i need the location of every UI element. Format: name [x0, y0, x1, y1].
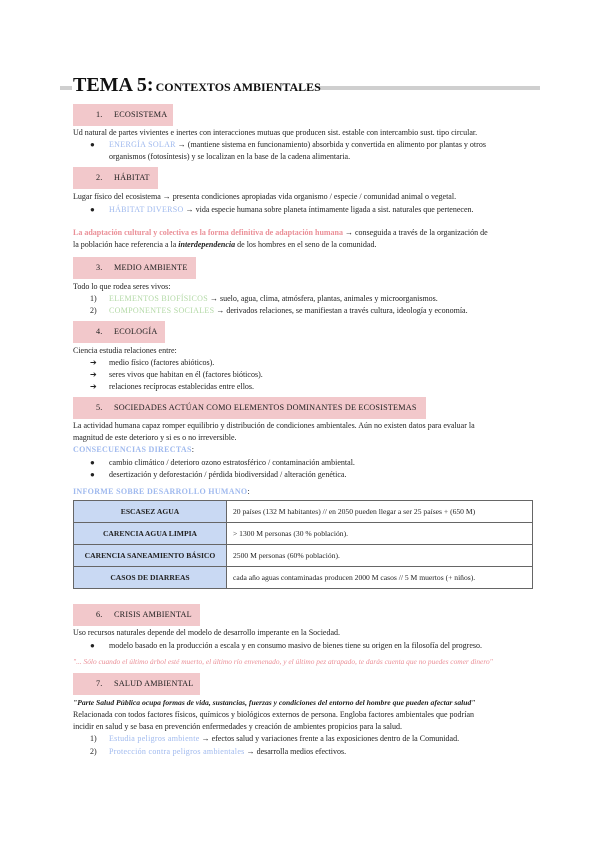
development-table	[73, 500, 533, 589]
subheading: INFORME SOBRE DESARROLLO HUMANO:	[73, 487, 250, 496]
text: 1)	[90, 294, 97, 303]
table-cell: cada año aguas contaminadas producen 2000 M casos // 5 M muertos (+ niños).	[227, 567, 533, 589]
text: relaciones recíprocas establecidas entre ellos.	[109, 382, 255, 391]
text: → desarrolla medios efectivos.	[244, 747, 347, 756]
section-num: 1.	[96, 110, 103, 119]
quote: "... Sólo cuando el último árbol esté muerto, el último río envenenado, y el último pez atrapado, te darás cuenta que no puedes comer dinero"	[73, 657, 493, 666]
paragraph-cont: incidir en salud y se basa en prevención enfermedades y creación de ambientes propicios para la salud.	[73, 722, 402, 731]
list-item	[90, 734, 459, 743]
text: cambio climático / deterioro ozono estratosférico / contaminación ambiental.	[109, 458, 355, 467]
subheading: CONSECUENCIAS DIRECTAS:	[73, 445, 194, 454]
section-label: ECOSISTEMA	[114, 110, 168, 119]
table-row	[74, 545, 533, 567]
text	[178, 240, 235, 249]
list-item	[90, 747, 346, 756]
text: → conseguida a través de la organización de	[343, 228, 488, 237]
arrow-icon: ➔	[90, 382, 97, 391]
text: ●	[90, 140, 95, 149]
keyword: Estudia peligros ambiente	[109, 734, 200, 743]
section-num: 6.	[96, 610, 103, 619]
list-item	[90, 306, 468, 315]
section-label: ECOLOGÍA	[114, 327, 158, 336]
section-label: SOCIEDADES ACTÚAN COMO ELEMENTOS DOMINANTES DE ECOSISTEMAS	[114, 403, 417, 412]
section-num: 2.	[96, 173, 103, 182]
bullet-item	[90, 140, 486, 149]
text: la población hace referencia a la	[73, 240, 179, 249]
table-cell: CARENCIA SANEAMIENTO BÁSICO	[74, 545, 227, 567]
paragraph-adaptation	[73, 228, 488, 237]
emphasis: interdependencia	[178, 240, 236, 249]
text: 2)	[90, 306, 97, 315]
section-label: CRISIS AMBIENTAL	[114, 610, 192, 619]
bullet-item	[90, 458, 355, 467]
list-item	[90, 382, 254, 391]
text: 1)	[90, 734, 97, 743]
section-header-6	[73, 604, 200, 626]
list-item	[90, 294, 438, 303]
arrow-icon: ➔	[90, 358, 97, 367]
text: seres vivos que habitan en él (factores bióticos).	[109, 370, 263, 379]
table-cell: > 1300 M personas (30 % población).	[227, 523, 533, 545]
table-cell: CARENCIA AGUA LIMPIA	[74, 523, 227, 545]
text: desertización y deforestación / pérdida biodiversidad / alteración genética.	[109, 470, 347, 479]
paragraph-cont: magnitud de este deterioro y si es o no irreversible.	[73, 433, 237, 442]
section-header-5	[73, 397, 426, 419]
paragraph: La actividad humana capaz romper equilibrio y distribución de condiciones ambientales. Aún no existen datos para evaluar la	[73, 421, 475, 430]
keyword: ELEMENTOS BIOFÍSICOS	[109, 294, 208, 303]
section-header-1	[73, 104, 173, 126]
bullet-text-cont: organismos (fotosíntesis) y se localizan en la base de la cadena alimentaria.	[109, 152, 351, 161]
title-main: TEMA 5:	[73, 74, 154, 96]
bullet-item	[90, 641, 482, 650]
section-header-3	[73, 257, 196, 279]
text: modelo basado en la producción a escala y en consumo masivo de bienes tiene su origen en la filosofía del progreso.	[109, 641, 482, 650]
table-cell: 20 países (132 M habitantes) // en 2050 pueden llegar a ser 25 países + (650 M)	[227, 501, 533, 523]
section-label: HÁBITAT	[114, 173, 150, 182]
paragraph: Lugar físico del ecosistema → presenta condiciones apropiadas vida organismo / especie / comunidad animal o vegetal.	[73, 192, 457, 201]
text: de los hombres en el seno de la comunidad.	[235, 240, 377, 249]
section-num: 7.	[96, 679, 103, 688]
table-cell: 2500 M personas (60% población).	[227, 545, 533, 567]
bullet-text: → vida especie humana sobre planeta íntimamente ligada a sist. naturales que pertenecen.	[183, 205, 474, 214]
paragraph: Ciencia estudia relaciones entre:	[73, 346, 177, 355]
list-item	[90, 358, 214, 367]
text: ●	[90, 205, 95, 214]
paragraph: Ud natural de partes vivientes e inertes con interacciones mutuas que producen sist. estable con intercambio sust. tipo circular.	[73, 128, 478, 137]
highlight: La adaptación cultural y colectiva es la forma definitiva de adaptación humana	[73, 228, 343, 237]
text: ●	[90, 458, 95, 467]
bullet-item	[90, 470, 346, 479]
definition: "Parte Salud Pública ocupa formas de vida, sustancias, fuerzas y condiciones del entorno del hombre que pueden afectar salud"	[73, 698, 476, 707]
text: ●	[90, 641, 95, 650]
bullet-text: → (mantiene sistema en funcionamiento) absorbida y convertida en alimento por plantas y otros	[175, 140, 486, 149]
section-label: MEDIO AMBIENTE	[114, 263, 188, 272]
item-text: → suelo, agua, clima, atmósfera, plantas, animales y microorganismos.	[207, 294, 438, 303]
item-text: → derivados relaciones, se manifiestan a través cultura, ideología y economía.	[214, 306, 468, 315]
paragraph-adaptation-cont	[73, 240, 376, 249]
title-rule-right	[318, 86, 540, 90]
keyword: HÁBITAT DIVERSO	[109, 205, 184, 214]
list-item	[90, 370, 263, 379]
keyword: COMPONENTES SOCIALES	[109, 306, 215, 315]
table-row	[74, 523, 533, 545]
section-header-4	[73, 321, 165, 343]
keyword: Protección contra peligros ambientales	[109, 747, 245, 756]
text	[74, 501, 533, 589]
title-rule-left	[60, 86, 72, 90]
section-num: 5.	[96, 403, 103, 412]
text: ●	[90, 470, 95, 479]
section-num: 4.	[96, 327, 103, 336]
text: → efectos salud y variaciones frente a las exposiciones dentro de la Comunidad.	[199, 734, 460, 743]
bullet-item	[90, 205, 474, 214]
text: medio físico (factores abióticos).	[109, 358, 215, 367]
section-num: 3.	[96, 263, 103, 272]
section-header-7	[73, 673, 200, 695]
section-header-2	[73, 167, 158, 189]
page-title	[73, 74, 321, 97]
table-row	[74, 567, 533, 589]
section-label: SALUD AMBIENTAL	[114, 679, 194, 688]
text: 2)	[90, 747, 97, 756]
paragraph: Uso recursos naturales depende del modelo de desarrollo imperante en la Sociedad.	[73, 628, 341, 637]
table-cell: ESCASEZ AGUA	[74, 501, 227, 523]
table-cell: CASOS DE DIARREAS	[74, 567, 227, 589]
text: CONSECUENCIAS DIRECTAS	[73, 445, 192, 454]
arrow-icon: ➔	[90, 370, 97, 379]
text: INFORME SOBRE DESARROLLO HUMANO	[73, 487, 248, 496]
keyword: ENERGÍA SOLAR	[109, 140, 176, 149]
paragraph: Relacionada con todos factores físicos, químicos y biológicos externos de persona. Engloba factores ambientales que podrían	[73, 710, 474, 719]
title-sub: CONTEXTOS AMBIENTALES	[155, 80, 321, 94]
paragraph: Todo lo que rodea seres vivos:	[73, 282, 171, 291]
table-row	[74, 501, 533, 523]
